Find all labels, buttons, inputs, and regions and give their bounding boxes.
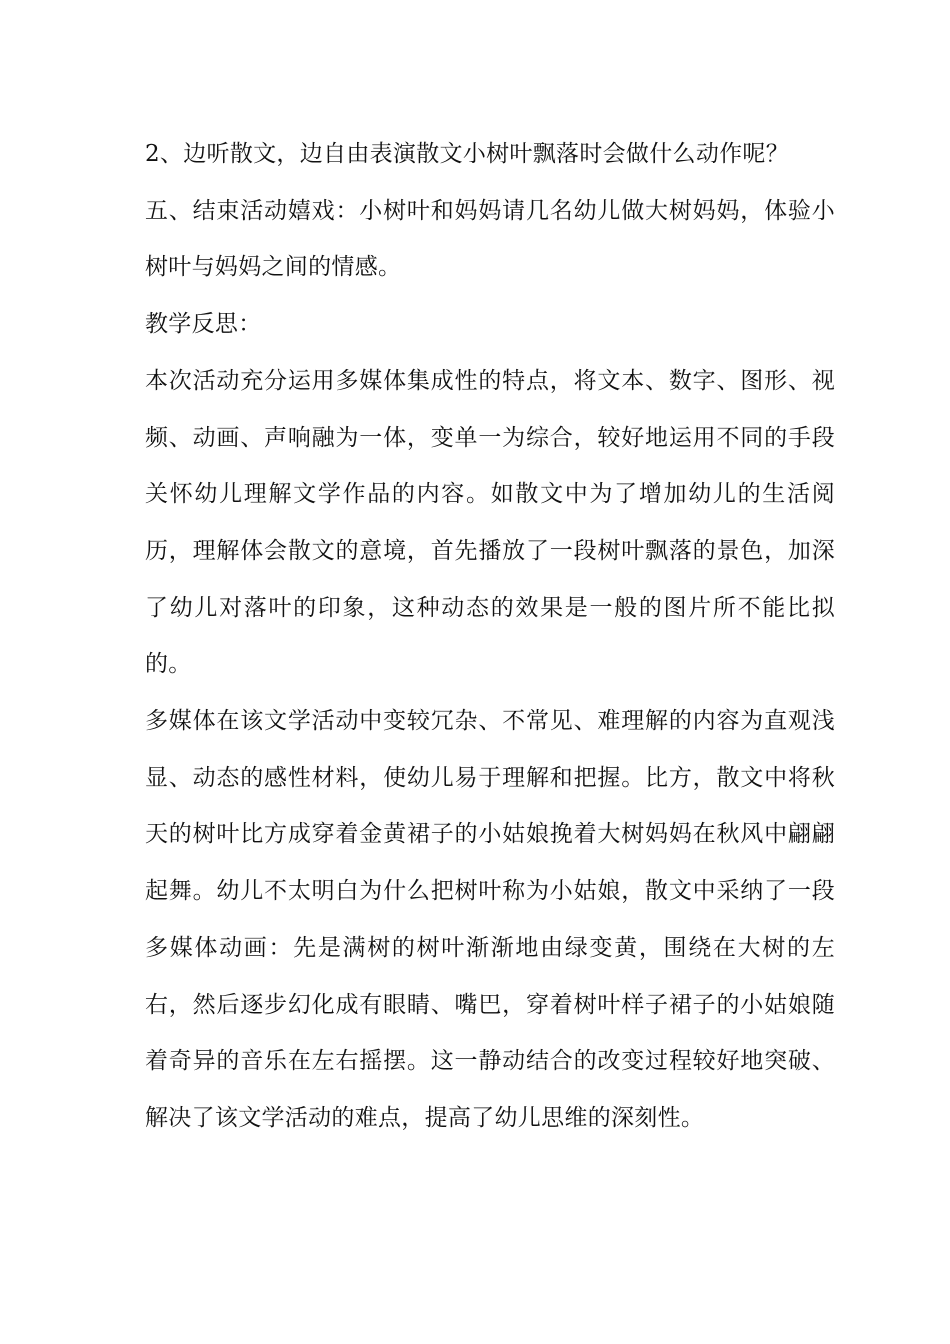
document-body xyxy=(145,126,835,1147)
paragraph-reflection-2: 多媒体在该文学活动中变较冗杂、不常见、难理解的内容为直观浅显、动态的感性材料，使幼儿易于理解和把握。比方，散文中将秋天的树叶比方成穿着金黄裙子的小姑娘挽着大树妈妈在秋风中翩翩起舞。幼儿不太明白为什么把树叶称为小姑娘，散文中采纳了一段多媒体动画：先是满树的树叶渐渐地由绿变黄，围绕在大树的左右，然后逐步幻化成有眼睛、嘴巴，穿着树叶样子裙子的小姑娘随着奇异的音乐在左右摇摆。这一静动结合的改变过程较好地突破、解决了该文学活动的难点，提高了幼儿思维的深刻性。 xyxy=(145,708,835,1131)
paragraph-reflection-1: 本次活动充分运用多媒体集成性的特点，将文本、数字、图形、视频、动画、声响融为一体，变单一为综合，较好地运用不同的手段关怀幼儿理解文学作品的内容。如散文中为了增加幼儿的生活阅历，理解体会散文的意境，首先播放了一段树叶飘落的景色，加深了幼儿对落叶的印象，这种动态的效果是一般的图片所不能比拟的。 xyxy=(145,367,835,678)
paragraph-end-activity: 五、结束活动嬉戏：小树叶和妈妈请几名幼儿做大树妈妈，体验小树叶与妈妈之间的情感。 xyxy=(145,197,835,281)
paragraph-step-2: 2、边听散文，边自由表演散文小树叶飘落时会做什么动作呢？ xyxy=(145,141,790,167)
heading-teaching-reflection: 教学反思： xyxy=(145,311,262,338)
